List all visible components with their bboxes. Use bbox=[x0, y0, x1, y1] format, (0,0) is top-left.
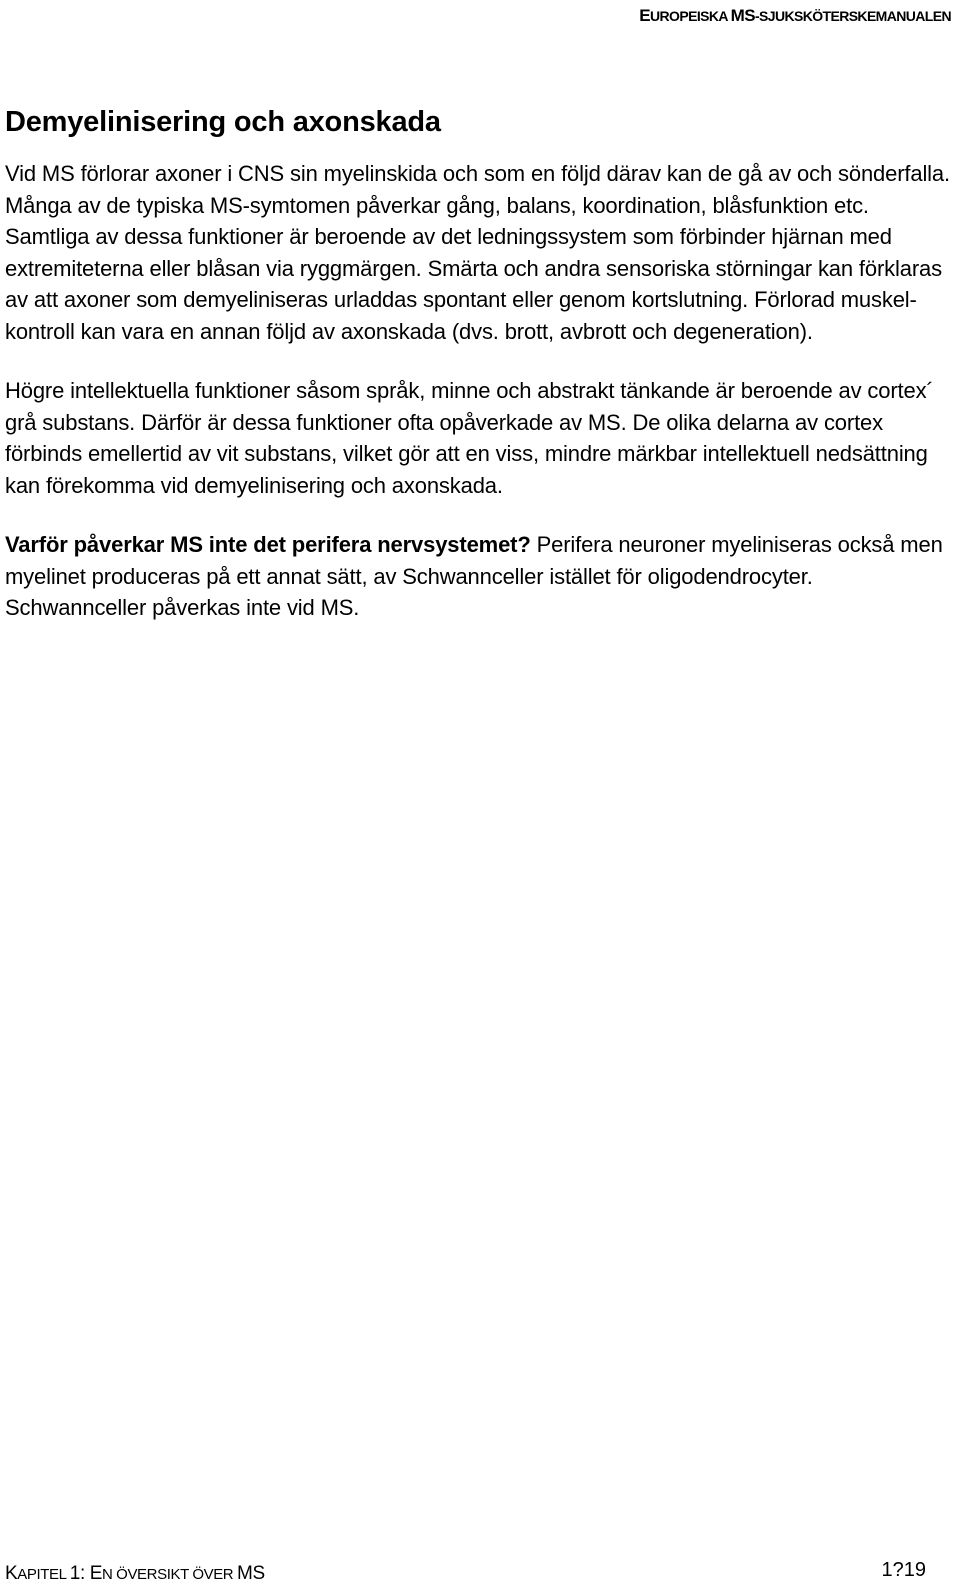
page-number: 1?19 bbox=[881, 1559, 926, 1581]
running-footer-part: N ÖVERSIKT ÖVER bbox=[101, 1566, 238, 1583]
running-footer-part: 1: E bbox=[69, 1563, 102, 1584]
running-header bbox=[639, 6, 951, 26]
running-footer bbox=[5, 1563, 265, 1585]
body-paragraph bbox=[5, 529, 955, 624]
running-header-part: E bbox=[639, 6, 651, 25]
running-header-part: -SJUKSKÖTERSKEMANUALEN bbox=[754, 8, 951, 24]
main-content bbox=[5, 103, 955, 652]
paragraph-lead-question: Varför påverkar MS inte det perifera nervsystemet? bbox=[5, 532, 531, 557]
paragraph-text: Perifera neuroner myeliniseras också men myelinet produceras på ett annat sätt, av Schwannceller istället för oligodendrocyter. Schwannceller påverkas inte vid MS. bbox=[5, 532, 943, 620]
running-header-part: UROPEISKA bbox=[650, 8, 731, 24]
section-title: Demyelinisering och axonskada bbox=[5, 106, 441, 138]
running-footer-part: APITEL bbox=[17, 1566, 70, 1583]
running-footer-part: MS bbox=[237, 1563, 265, 1584]
running-header-part: MS bbox=[730, 6, 755, 25]
running-footer-part: K bbox=[5, 1563, 18, 1584]
body-paragraph: Vid MS förlorar axoner i CNS sin myelinskida och som en följd därav kan de gå av och sönderfalla. Många av de typiska MS-symtomen påverkar gång, balans, koordination, blåsfunktion etc. Samtliga av dessa funktioner är beroende av det ledningssystem som förbinder hjärnan med extremiteterna eller blåsan via ryggmärgen. Smärta och andra sensoriska störningar kan förklaras av att axoner som demyeliniseras urladdas spontant eller genom kortslutning. Förlorad muskel-kontroll kan vara en annan följd av axonskada (dvs. brott, avbrott och degeneration). bbox=[5, 161, 950, 344]
body-paragraph: Högre intellektuella funktioner såsom språk, minne och abstrakt tänkande är beroende av cortex´ grå substans. Därför är dessa funktioner ofta opåverkade av MS. De olika delarna av cortex förbinds emellertid av vit substans, vilket gör att en viss, mindre märkbar intellektuell nedsättning kan förekomma vid demyelinisering och axonskada. bbox=[5, 378, 934, 498]
